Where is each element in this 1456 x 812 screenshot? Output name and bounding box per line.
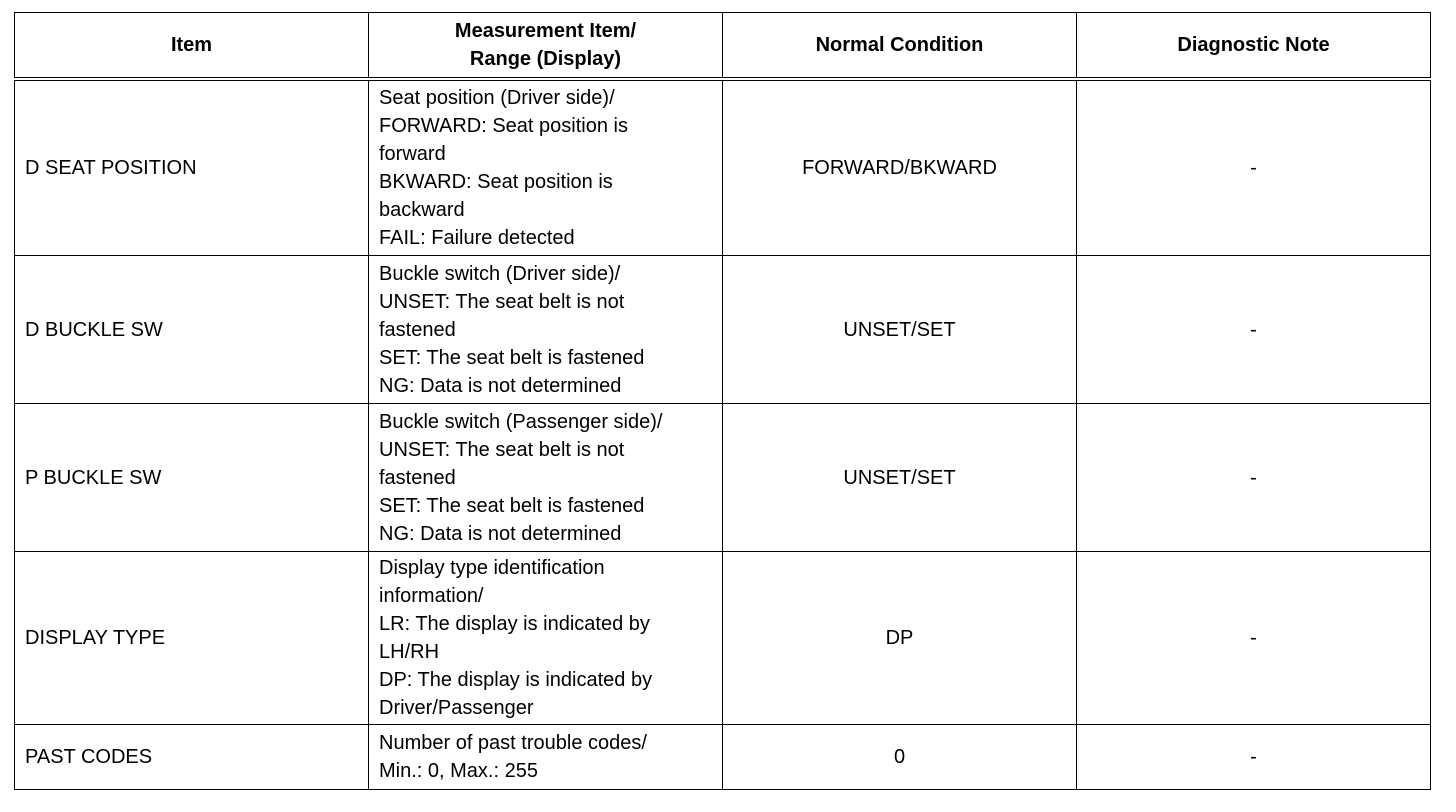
diagnostic-note-cell: - [1077, 256, 1431, 404]
range-line: Buckle switch (Passenger side)/ [379, 410, 663, 433]
normal-condition-cell: UNSET/SET [723, 256, 1077, 404]
header-item: Item [15, 13, 369, 80]
normal-condition-cell: UNSET/SET [723, 404, 1077, 552]
diagnostic-note-cell: - [1077, 404, 1431, 552]
diagnostic-data-table [14, 12, 1431, 790]
range-line: LH/RH [379, 641, 440, 663]
range-line: NG: Data is not determined [379, 522, 622, 545]
range-cell [369, 725, 723, 790]
item-cell: DISPLAY TYPE [15, 552, 369, 725]
range-line: LR: The display is indicated by [379, 613, 650, 635]
header-normal-condition: Normal Condition [723, 13, 1077, 80]
range-line: Display type identification [379, 557, 605, 579]
table-row [15, 725, 1431, 790]
range-cell [369, 256, 723, 404]
range-line: Seat position (Driver side)/ [379, 87, 615, 109]
range-line: NG: Data is not determined [379, 374, 622, 397]
range-cell [369, 404, 723, 552]
table-header-row [15, 13, 1431, 80]
item-cell: D SEAT POSITION [15, 79, 369, 256]
diagnostic-note-cell: - [1077, 79, 1431, 256]
header-measurement-range [369, 13, 723, 80]
range-line: SET: The seat belt is fastened [379, 494, 645, 517]
range-line: information/ [379, 585, 484, 607]
range-line: SET: The seat belt is fastened [379, 346, 645, 369]
normal-condition-cell: 0 [723, 725, 1077, 790]
diagnostic-note-cell: - [1077, 552, 1431, 725]
range-cell [369, 79, 723, 256]
item-cell: PAST CODES [15, 725, 369, 790]
range-line: Driver/Passenger [379, 697, 534, 719]
table-row [15, 79, 1431, 256]
range-line: BKWARD: Seat position is [379, 171, 613, 193]
table-row [15, 552, 1431, 725]
range-line: backward [379, 199, 465, 221]
range-cell [369, 552, 723, 725]
header-range-line: Measurement Item/ [454, 20, 637, 42]
table-row [15, 256, 1431, 404]
item-cell: D BUCKLE SW [15, 256, 369, 404]
range-line: DP: The display is indicated by [379, 669, 653, 691]
range-line: fastened [379, 318, 456, 341]
header-diagnostic-note: Diagnostic Note [1077, 13, 1431, 80]
range-line: FORWARD: Seat position is [379, 115, 628, 137]
item-cell: P BUCKLE SW [15, 404, 369, 552]
range-line: forward [379, 143, 446, 165]
range-line: fastened [379, 466, 456, 489]
range-line: FAIL: Failure detected [379, 227, 575, 249]
diagnostic-note-cell: - [1077, 725, 1431, 790]
normal-condition-cell: FORWARD/BKWARD [723, 79, 1077, 256]
normal-condition-cell: DP [723, 552, 1077, 725]
range-line: Number of past trouble codes/ [379, 732, 647, 754]
range-line: Buckle switch (Driver side)/ [379, 262, 621, 285]
range-line: UNSET: The seat belt is not [379, 290, 625, 313]
header-range-line: Range (Display) [469, 48, 622, 70]
range-line: Min.: 0, Max.: 255 [379, 760, 538, 782]
range-line: UNSET: The seat belt is not [379, 438, 625, 461]
table-row [15, 404, 1431, 552]
